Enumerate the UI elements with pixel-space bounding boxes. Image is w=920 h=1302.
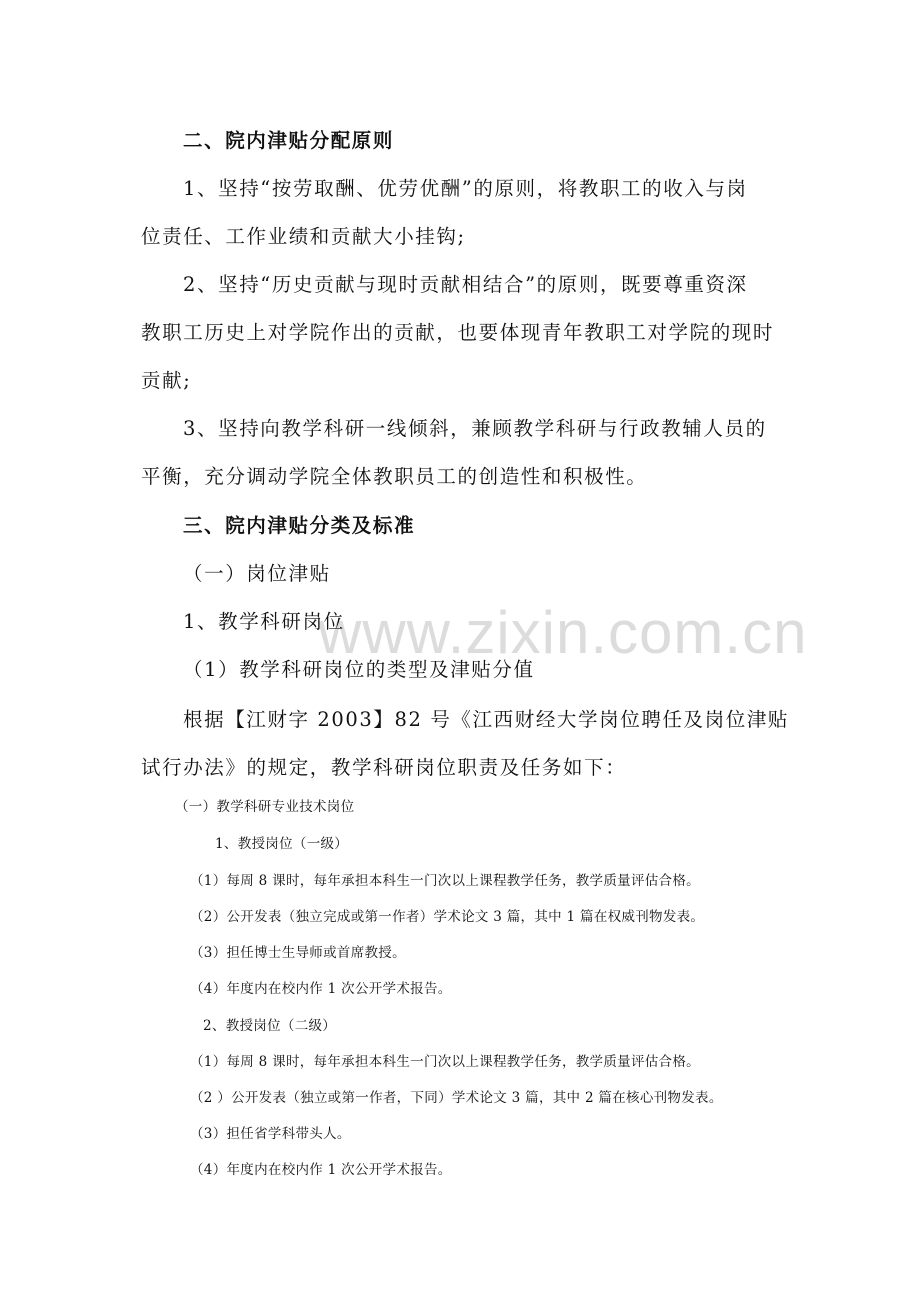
level1-item-4: （4）年度内在校内作 1 次公开学术报告。 [190,981,452,997]
principle-2-line-3: 贡献; [141,369,192,392]
basis-line-2: 试行办法》的规定，教学科研岗位职责及任务如下： [141,756,627,779]
section-heading-3: 三、院内津贴分类及标准 [183,514,416,537]
section-heading-2: 二、院内津贴分配原则 [183,129,395,152]
level2-title: 2、教授岗位（二级） [203,1018,337,1034]
level1-title: 1、教授岗位（一级） [215,836,349,852]
principle-3-line-2: 平衡，充分调动学院全体教职员工的创造性和积极性。 [141,465,648,488]
excerpt-title: （一）教学科研专业技术岗位 [175,799,355,815]
subheading-teaching-research-post: 1、教学科研岗位 [183,610,345,633]
level2-item-2: （2 ）公开发表（独立或第一作者，下同）学术论文 3 篇，其中 2 篇在核心刊物发表。 [190,1090,723,1106]
principle-3-line-1: 3、坚持向教学科研一线倾斜，兼顾教学科研与行政教辅人员的 [183,417,767,440]
subheading-post-allowance: （一）岗位津贴 [183,562,331,585]
level1-item-2: （2）公开发表（独立完成或第一作者）学术论文 3 篇，其中 1 篇在权威刊物发表。 [190,909,705,925]
level1-item-1: （1）每周 8 课时，每年承担本科生一门次以上课程教学任务，教学质量评估合格。 [190,873,700,889]
subheading-post-types: （1）教学科研岗位的类型及津贴分值 [183,658,535,681]
principle-2-line-2: 教职工历史上对学院作出的贡献，也要体现青年教职工对学院的现时 [141,321,775,344]
level2-item-1: （1）每周 8 课时，每年承担本科生一门次以上课程教学任务，教学质量评估合格。 [190,1054,700,1070]
basis-line-1: 根据【江财字 2003】82 号《江西财经大学岗位聘任及岗位津贴 [183,708,790,731]
principle-2-line-1: 2、坚持“历史贡献与现时贡献相结合”的原则，既要尊重资深 [183,273,748,296]
level2-item-3: （3）担任省学科带头人。 [190,1126,351,1142]
principle-1-line-1: 1、坚持“按劳取酬、优劳优酬”的原则，将教职工的收入与岗 [183,177,748,200]
level1-item-3: （3）担任博士生导师或首席教授。 [190,945,406,961]
watermark: www.zixin.com.cn [318,599,808,666]
principle-1-line-2: 位责任、工作业绩和贡献大小挂钩; [141,225,466,248]
level2-item-4: （4）年度内在校内作 1 次公开学术报告。 [190,1162,452,1178]
